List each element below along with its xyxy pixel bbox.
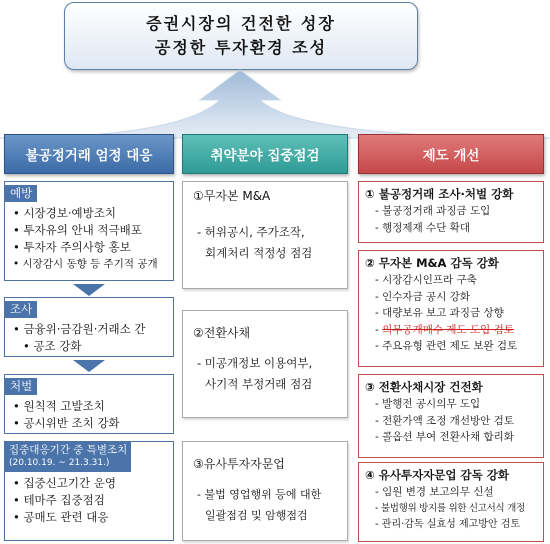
list-item: - 인수자금 공시 강화 [375,289,539,306]
down-arrow-icon [73,284,105,296]
inspection-text-line: - 미공개정보 이용여부, [197,356,313,370]
list-item: • 시장경보·예방조치 [13,205,167,222]
reform-title: ③ 전환사채시장 건전화 [365,380,483,394]
prevention-label: 예방 [5,185,37,202]
list-item: • 원칙적 고발조치 [13,398,167,415]
list-item: • 금융위·금감원·거래소 간 [13,321,167,338]
list-item [13,338,167,355]
list-item: - 발행전 공시의무 도입 [375,396,539,413]
reform-title: ① 불공정거래 조사·처벌 강화 [365,187,514,201]
list-item: - 콜옵션 부여 전환사채 합리화 [375,429,539,446]
column-header-enforcement: 불공정거래 엄정 대응 [4,134,174,174]
column-header-inspection: 취약분야 집중점검 [182,134,348,174]
list-item: - 시장감시인프라 구축 [375,272,539,289]
title-line-1: 증권시장의 건전한 성장 [146,14,336,33]
list-item: - 불법행위 방지를 위한 신고서식 개정 [375,501,539,518]
special-measures-title: 집중대응기간 중 특별조치 [9,444,128,456]
inspection-title: ②전환사채 [193,326,251,340]
inspection-text-line: - 불법 영업행위 등에 대한 [197,488,322,501]
prevention-box [4,181,174,281]
reform-title: ② 무자본 M&A 감독 강화 [365,256,499,270]
reform-item-4 [358,462,544,542]
punishment-label: 처벌 [5,378,37,395]
inspection-text-line: 사기적 부정거래 점검 [205,377,313,391]
list-item: - 행정제재 수단 확대 [375,220,539,237]
investigation-label: 조사 [5,301,37,318]
list-item: • 투자유의 안내 적극배포 [13,222,167,239]
inspection-item-cb [182,310,348,418]
investigation-box [4,297,174,357]
column-header-reform: 제도 개선 [358,134,544,174]
inspection-title: ①무자본 M&A [193,189,271,203]
reform-item-1 [358,181,544,243]
list-item: - 주요유형 관련 제도 보완 검토 [375,338,539,355]
inspection-item-ma [182,181,348,289]
reform-item-2 [358,250,544,367]
special-measures-period: (20.10.19. ~ 21.3.31.) [9,458,110,468]
list-item: • 투자자 주의사항 홍보 [13,239,167,256]
list-item [375,322,539,339]
list-item: • 시장감시 동향 등 주기적 공개 [13,256,167,273]
punishment-box [4,374,174,434]
upward-arrow-graphic [0,60,550,140]
list-item-continuation: 공조 강화 [33,339,82,353]
list-item: • 공시위반 조치 강화 [13,415,167,432]
inspection-text-line: - 허위공시, 주가조작, [197,225,305,239]
inspection-text-line: 일괄점검 및 암행점검 [205,509,308,522]
list-item: - 관리·감독 실효성 제고방안 검토 [375,517,539,534]
inspection-text [183,341,347,395]
reform-item-3 [358,374,544,458]
inspection-title: ③유사투자자문업 [193,457,285,471]
inspection-text [183,472,347,526]
special-measures-box [4,441,174,541]
list-item: - 불공정거래 과징금 도입 [375,203,539,220]
list-item: • 집중신고기간 운영 [13,475,167,492]
reform-title: ④ 유사투자자문업 감독 강화 [365,468,509,482]
list-item: • 테마주 집중점검 [13,492,167,509]
list-item: • 공매도 관련 대응 [13,509,167,526]
inspection-text-line: 회계처리 적정성 점검 [205,246,313,260]
special-measures-label [5,442,131,472]
down-arrow-icon [73,360,105,372]
list-item: - 임원 변경 보고의무 신설 [375,484,539,501]
list-item: - 전환가액 조정 개선방안 검토 [375,413,539,430]
list-item: - 대량보유 보고 과징금 상향 [375,305,539,322]
struck-item-text: 의무공개매수 제도 도입 검토 [382,323,514,336]
inspection-item-advisory [182,441,348,541]
inspection-text [183,204,347,264]
title-line-2: 공정한 투자환경 조성 [154,38,328,57]
